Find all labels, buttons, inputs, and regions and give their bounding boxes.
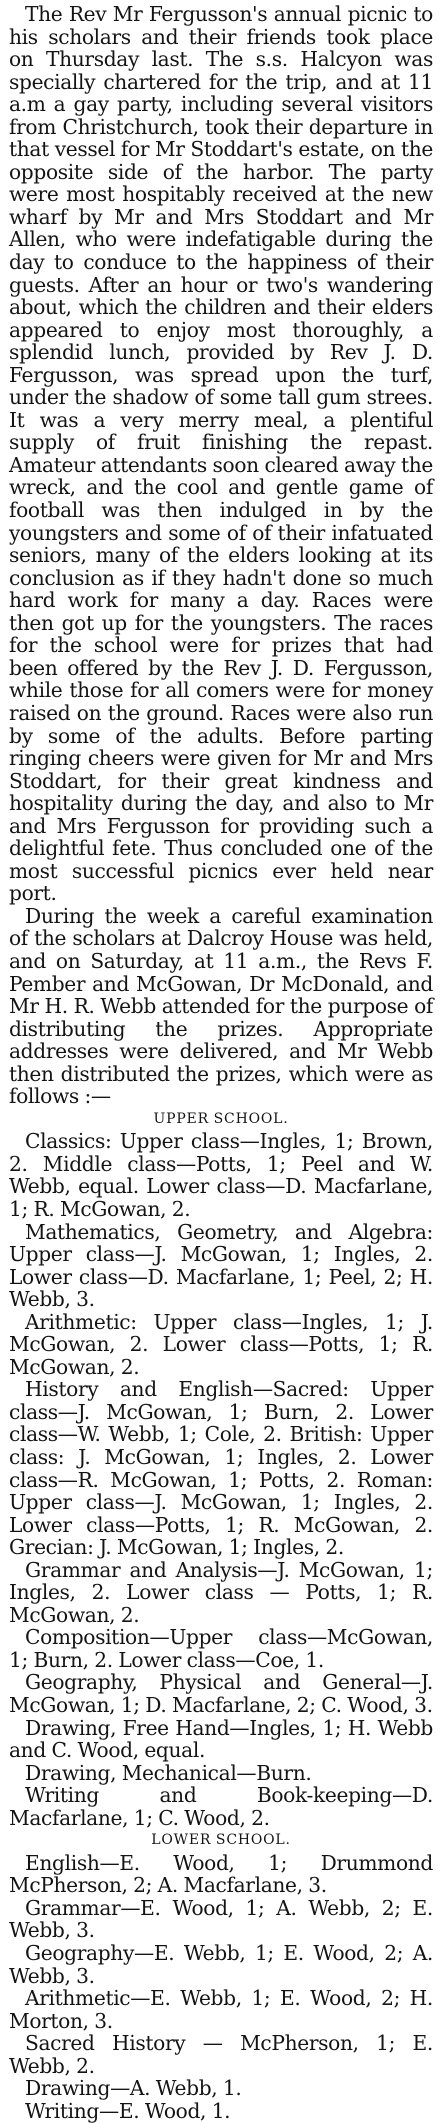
prize-entry: Drawing—A. Webb, 1. — [25, 2076, 242, 2101]
prize-entry: Arithmetic: Upper class—Ingles, 1; J. McGowan, 2. Lower class—Potts, 1; R. McGowan, 2. — [9, 1309, 433, 1379]
prize-entry: Grammar—E. Wood, 1; A. Webb, 2; E. Webb, 3. — [9, 1895, 433, 1943]
prize-entry: Writing—E. Wood, 1. — [25, 2098, 231, 2123]
prize-entry: Sacred History — McPherson, 1; E. Webb, 2. — [9, 2031, 433, 2078]
lower-school-heading: LOWER SCHOOL. — [151, 1832, 291, 1849]
prize-entry: Drawing, Mechanical—Burn. — [25, 1760, 312, 1785]
prize-entry: Geography—E. Webb, 1; E. Wood, 2; A. Webb, 3. — [9, 1941, 433, 1988]
prize-entry: Composition—Upper class—McGowan, 1; Burn, 2. Lower class—Coe, 1. — [9, 1625, 433, 1672]
examination-paragraph: During the week a careful examination of the scholars at Dalcroy House was held, and on Saturday, at 11 a.m., the Revs F. Pember and McGowan, Dr McDonald, and Mr H. R. Webb attended for the purpose of distributing the prizes. Appropriate addresses were delivered, and Mr Webb then distributed the prizes, which were as follows :— — [9, 903, 433, 1109]
prize-entry: Arithmetic—E. Webb, 1; E. Wood, 2; H. Morton, 3. — [9, 1986, 433, 2033]
prize-entry: Grammar and Analysis—J. McGowan, 1; Ingles, 2. Lower class — Potts, 1; R. McGowan, 2. — [9, 1557, 433, 1627]
prize-entry: Geography, Physical and General—J. McGowan, 1; D. Macfarlane, 2; C. Wood, 3. — [9, 1670, 433, 1718]
prize-entry: Writing and Book-keeping—D. Macfarlane, 1; C. Wood, 2. — [9, 1783, 433, 1830]
upper-school-heading: UPPER SCHOOL. — [153, 1110, 289, 1127]
prize-entry: Drawing, Free Hand—Ingles, 1; H. Webb and C. Wood, equal. — [9, 1715, 433, 1763]
prize-entry: Mathematics, Geometry, and Algebra: Upper class—J. McGowan, 1; Ingles, 2. Lower class—D. Macfarlane, 1; Peel, 2; H. Webb, 3. — [9, 1219, 433, 1312]
picnic-paragraph: The Rev Mr Fergusson's annual picnic to his scholars and their friends took place on Thursday last. The s.s. Halcyon was specially chartered for the trip, and at 11 a.m a gay party, including several visitors from Christchurch, took their departure in that vessel for Mr Stoddart's estate, on the opposite side of the harbor. The party were most hospitably received at the new wharf by Mr and Mrs Stoddart and Mr Allen, who were indefatigable during the day to conduce to the happiness of their guests. After an hour or two's wandering about, which the children and their elders appeared to enjoy most thoroughly, a splendid lunch, provided by Rev J. D. Fergusson, was spread upon the turf, under the shadow of some tall gum strees. It was a very merry meal, a plentiful supply of fruit finishing the repast. Amateur attendants soon cleared away the wreck, and the cool and gentle game of football was then indulged in by the youngsters and some of of their infatuated seniors, many of the elders looking at its conclusion as if they hadn't done so much hard work for many a day. Races were then got up for the youngsters. The races for the school were for prizes that had been offered by the Rev J. D. Fergusson, while those for all comers were for money raised on the ground. Races were also run by some of the adults. Before parting ringing cheers were given for Mr and Mrs Stoddart, for their great kindness and hospitality during the day, and also to Mr and Mrs Fergusson for providing such a delightful fete. Thus concluded one of the most successful picnics ever held near port. — [9, 2, 433, 906]
news-column — [9, 0, 433, 2122]
prize-entry: Classics: Upper class—Ingles, 1; Brown, 2. Middle class—Potts, 1; Peel and W. Webb, equal. Lower class—D. Macfarlane, 1; R. McGowan, 2. — [9, 1129, 433, 1221]
prize-entry: English—E. Wood, 1; Drummond McPherson, 2; A. Macfarlane, 3. — [9, 1850, 433, 1898]
prize-entry: History and English—Sacred: Upper class—J. McGowan, 1; Burn, 2. Lower class—W. Webb, 1; Cole, 2. British: Upper class: J. McGowan, 1; Ingles, 2. Lower class—R. McGowan, 1; Potts, 2. Roman: Upper class—J. McGowan, 1; Ingles, 2. Lower class—Potts, 1; R. McGowan, 2. Grecian: J. McGowan, 1; Ingles, 2. — [9, 1377, 433, 1560]
